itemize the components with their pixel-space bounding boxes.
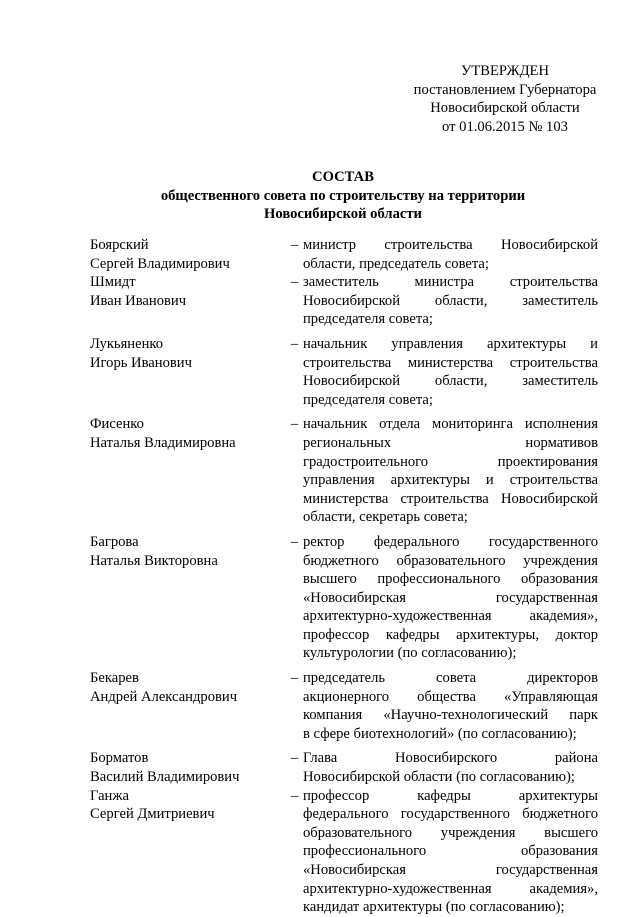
member-row	[90, 273, 598, 329]
member-position	[303, 236, 598, 273]
member-position	[303, 335, 598, 409]
member-row	[90, 669, 598, 743]
member-row	[90, 749, 598, 786]
member-position-line: кандидат архитектуры (по согласованию);	[303, 899, 565, 916]
member-position-line: культурологии (по согласованию);	[303, 645, 517, 662]
member-dash: –	[290, 335, 299, 352]
member-dash: –	[290, 750, 299, 767]
member-given-names: Наталья Викторовна	[90, 552, 218, 569]
member-position-line: архитектурно-художественная академия»,	[303, 880, 598, 897]
member-position-line: профессор кафедры архитектуры	[303, 787, 598, 804]
member-dash: –	[290, 787, 299, 804]
member-position-line: «Новосибирская государственная	[303, 589, 598, 606]
member-given-names: Игорь Иванович	[90, 354, 192, 371]
member-position-line: председателя совета;	[303, 391, 433, 408]
approval-decree: постановлением Губернатора	[413, 81, 597, 98]
member-dash: –	[290, 670, 299, 687]
member-position-line: ректор федерального государственного	[303, 533, 598, 550]
member-surname: Лукьяненко	[90, 335, 164, 352]
member-surname: Боярский	[90, 237, 149, 253]
member-dash: –	[290, 533, 299, 550]
member-position-line: председателя совета;	[303, 311, 433, 328]
member-surname: Багрова	[90, 533, 139, 550]
member-position-line: высшего профессионального образования	[303, 571, 598, 588]
member-position-line: председатель совета директоров	[303, 670, 598, 687]
member-position-line: начальник отдела мониторинга исполнения	[303, 416, 598, 433]
member-position-line: бюджетного образовательного учреждения	[303, 552, 598, 569]
member-given-names: Василий Владимирович	[90, 769, 240, 786]
member-position	[303, 669, 598, 743]
member-given-names: Сергей Дмитриевич	[90, 806, 215, 823]
document-title: СОСТАВ	[312, 169, 374, 185]
document-subtitle-line-1: общественного совета по строительству на территории	[160, 187, 526, 204]
member-position-line: начальник управления архитектуры и	[303, 335, 598, 352]
approval-region: Новосибирской области	[430, 100, 580, 117]
member-surname: Бекарев	[90, 670, 139, 687]
approval-date-number: от 01.06.2015 № 103	[442, 118, 568, 135]
member-position-line: образовательного учреждения высшего	[303, 824, 598, 841]
member-dash: –	[290, 416, 299, 433]
member-position-line: Глава Новосибирского района	[303, 750, 598, 767]
member-position-line: управления архитектуры и строительства	[303, 472, 598, 489]
member-position-line: министерства строительства Новосибирской	[303, 490, 598, 507]
member-position-line: в сфере биотехнологий» (по согласованию);	[303, 725, 577, 742]
member-given-names: Иван Иванович	[90, 292, 187, 309]
member-position-line: акционерного общества «Управляющая	[303, 688, 598, 705]
member-position-line: заместитель министра строительства	[303, 274, 598, 291]
member-row	[90, 533, 598, 663]
member-dash: –	[290, 274, 299, 291]
member-name	[90, 273, 286, 310]
member-position	[303, 749, 598, 786]
member-position-line: области, председатель совета;	[303, 255, 489, 272]
member-dash: –	[290, 237, 299, 253]
member-row	[90, 335, 598, 409]
approval-stamp	[400, 62, 610, 136]
member-position-line: области, секретарь совета;	[303, 509, 468, 526]
members-list	[90, 236, 598, 917]
member-surname: Ганжа	[90, 787, 129, 804]
member-position-line: компания «Научно-технологический парк	[303, 707, 598, 724]
document-heading	[60, 168, 626, 224]
document-subtitle-line-2: Новосибирской области	[264, 206, 422, 223]
member-position	[303, 415, 598, 527]
member-name	[90, 669, 286, 706]
member-position-line: Новосибирской области, заместитель	[303, 373, 598, 390]
member-position-line: Новосибирской области, заместитель	[303, 292, 598, 309]
member-position-line: Новосибирской области (по согласованию);	[303, 769, 575, 786]
member-position-line: архитектурно-художественная академия»,	[303, 608, 598, 625]
member-position	[303, 533, 598, 663]
member-name	[90, 749, 286, 786]
member-row	[90, 787, 598, 917]
member-position-line: профессионального образования	[303, 843, 598, 860]
member-position-line: министр строительства Новосибирской	[303, 237, 598, 253]
member-position-line: «Новосибирская государственная	[303, 862, 598, 878]
member-surname: Фисенко	[90, 416, 144, 433]
member-position-line: региональных нормативов	[303, 434, 598, 451]
member-position-line: профессор кафедры архитектуры, доктор	[303, 626, 598, 643]
member-name	[90, 533, 286, 570]
member-position	[303, 787, 598, 917]
member-position-line: строительства министерства строительства	[303, 354, 598, 371]
member-name	[90, 236, 286, 273]
member-row	[90, 415, 598, 527]
member-position	[303, 273, 598, 329]
member-position-line: градостроительного проектирования	[303, 453, 598, 470]
member-row	[90, 236, 598, 273]
member-name	[90, 335, 286, 372]
member-position-line: федерального государственного бюджетного	[303, 806, 598, 823]
member-name	[90, 415, 286, 452]
approval-title: УТВЕРЖДЕН	[461, 63, 549, 79]
member-surname: Борматов	[90, 750, 149, 767]
member-given-names: Сергей Владимирович	[90, 255, 230, 272]
member-surname: Шмидт	[90, 274, 136, 291]
member-name	[90, 787, 286, 824]
member-given-names: Андрей Александрович	[90, 688, 238, 705]
member-given-names: Наталья Владимировна	[90, 434, 236, 451]
